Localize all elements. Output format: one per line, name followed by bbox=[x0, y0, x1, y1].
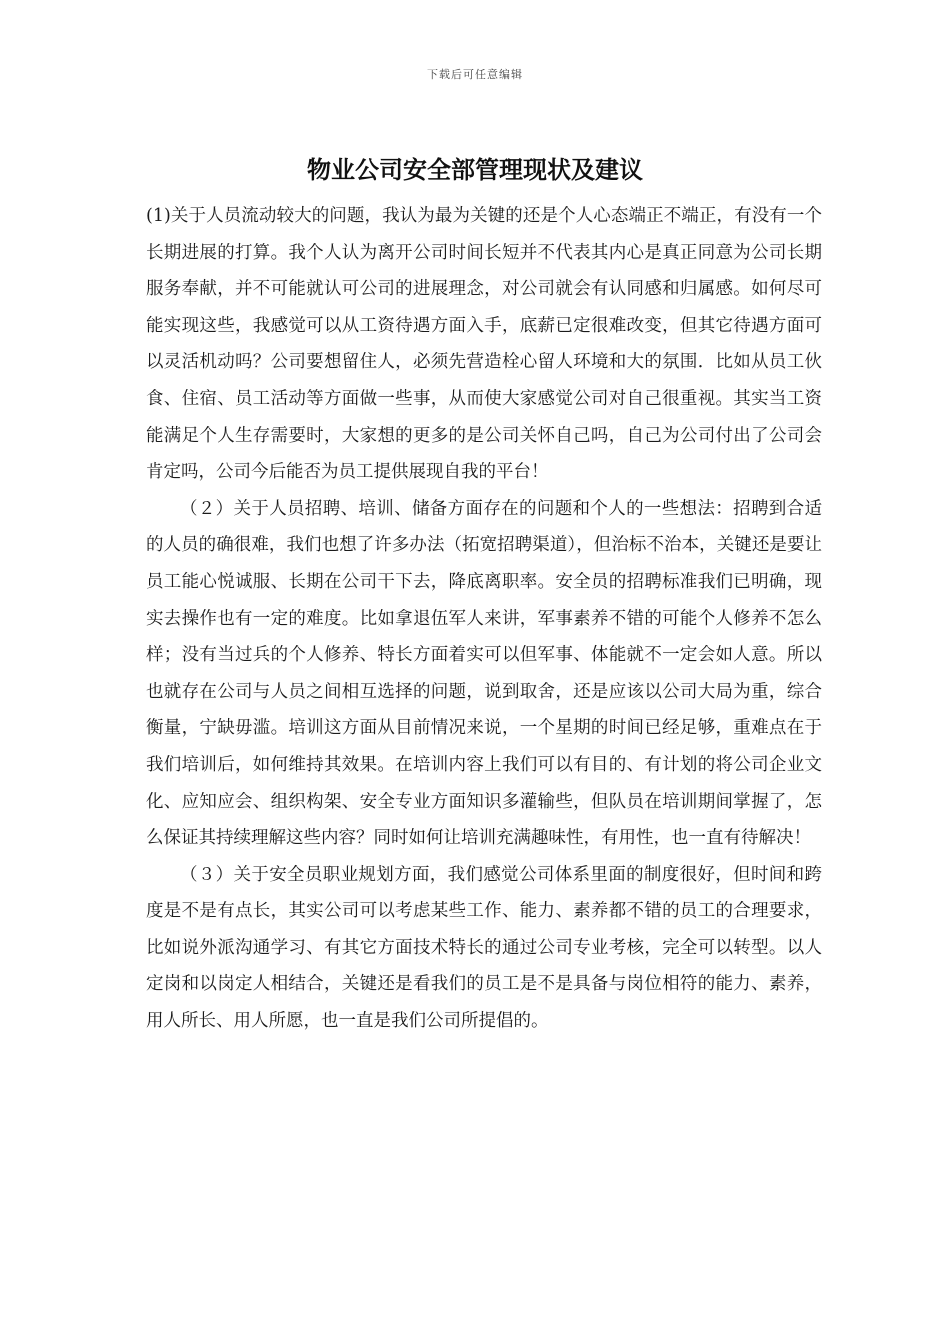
header-note: 下载后可任意编辑 bbox=[427, 68, 523, 81]
paragraph-1: (1)关于人员流动较大的问题，我认为最为关键的还是个人心态端正不端正，有没有一个长期进展的打算。我个人认为离开公司时间长短并不代表其内心是真正同意为公司长期服务奉献，并不可能就认可公司的进展理念，对公司就会有认同感和归属感。如何尽可能实现这些，我感觉可以从工资待遇方面入手，底薪已定很难改变，但其它待遇方面可以灵活机动吗？公司要想留住人，必须先营造栓心留人环境和大的氛围．比如从员工伙食、住宿、员工活动等方面做一些事，从而使大家感觉公司对自己很重视。其实当工资能满足个人生存需要时，大家想的更多的是公司关怀自己吗，自己为公司付出了公司会肯定吗，公司今后能否为员工提供展现自我的平台！ bbox=[146, 206, 822, 483]
document-title: 物业公司安全部管理现状及建议 bbox=[307, 155, 643, 184]
paragraph-2: （２）关于人员招聘、培训、储备方面存在的问题和个人的一些想法：招聘到合适的人员的确很难，我们也想了许多办法（拓宽招聘渠道），但治标不治本，关键还是要让员工能心悦诚服、长期在公司干下去，降底离职率。安全员的招聘标准我们已明确，现实去操作也有一定的难度。比如拿退伍军人来讲，军事素养不错的可能个人修养不怎么样；没有当过兵的个人修养、特长方面着实可以但军事、体能就不一定会如人意。所以也就存在公司与人员之间相互选择的问题，说到取舍，还是应该以公司大局为重，综合衡量，宁缺毋滥。培训这方面从目前情况来说，一个星期的时间已经足够，重难点在于我们培训后，如何维持其效果。在培训内容上我们可以有目的、有计划的将公司企业文化、应知应会、组织构架、安全专业方面知识多灌输些，但队员在培训期间掌握了，怎么保证其持续理解这些内容？同时如何让培训充满趣味性，有用性，也一直有待解决！ bbox=[146, 498, 822, 849]
paragraph-3: （３）关于安全员职业规划方面，我们感觉公司体系里面的制度很好，但时间和跨度是不是有点长，其实公司可以考虑某些工作、能力、素养都不错的员工的合理要求，比如说外派沟通学习、有其它方面技术特长的通过公司专业考核，完全可以转型。以人定岗和以岗定人相结合，关键还是看我们的员工是不是具备与岗位相符的能力、素养，用人所长、用人所愿，也一直是我们公司所提倡的。 bbox=[146, 864, 822, 1032]
document-body bbox=[146, 198, 822, 1040]
